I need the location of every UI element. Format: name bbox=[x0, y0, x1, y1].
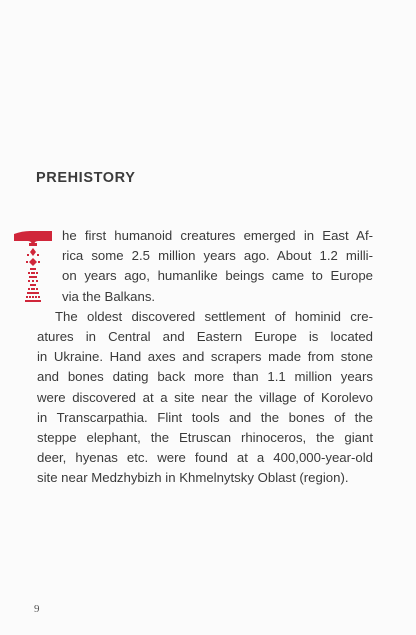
text-line: in Transcarpathia. Flint tools and the bones of the bbox=[37, 409, 373, 425]
paragraph bbox=[37, 226, 373, 307]
text-line: steppe elephant, the Etruscan rhinoceros, the giant bbox=[37, 430, 373, 446]
section-heading: PREHISTORY bbox=[36, 170, 136, 186]
text-line: in Ukraine. Hand axes and scrapers made from stone bbox=[37, 349, 373, 365]
text-line: on years ago, humanlike beings came to Europe bbox=[62, 268, 373, 284]
text-line: via the Balkans. bbox=[62, 288, 156, 304]
text-line: deer, hyenas etc. were found at a 400,000-year-old bbox=[37, 450, 373, 466]
text-line: atures in Central and Eastern Europe is located bbox=[37, 329, 373, 345]
text-line: were discovered at a site near the village of Korolevo bbox=[37, 389, 373, 405]
text-line: rica some 2.5 million years ago. About 1.2 milli- bbox=[62, 248, 373, 264]
text-line: he first humanoid creatures emerged in East Af- bbox=[62, 228, 373, 243]
text-line: site near Medzhybizh in Khmelnytsky Oblast (region). bbox=[37, 470, 349, 486]
body-text bbox=[37, 226, 373, 489]
page-number: 9 bbox=[34, 603, 40, 615]
text-line: and bones dating back more than 1.1 million years bbox=[37, 369, 373, 385]
text-line: The oldest discovered settlement of hominid cre- bbox=[55, 308, 373, 324]
paragraph bbox=[37, 307, 373, 489]
